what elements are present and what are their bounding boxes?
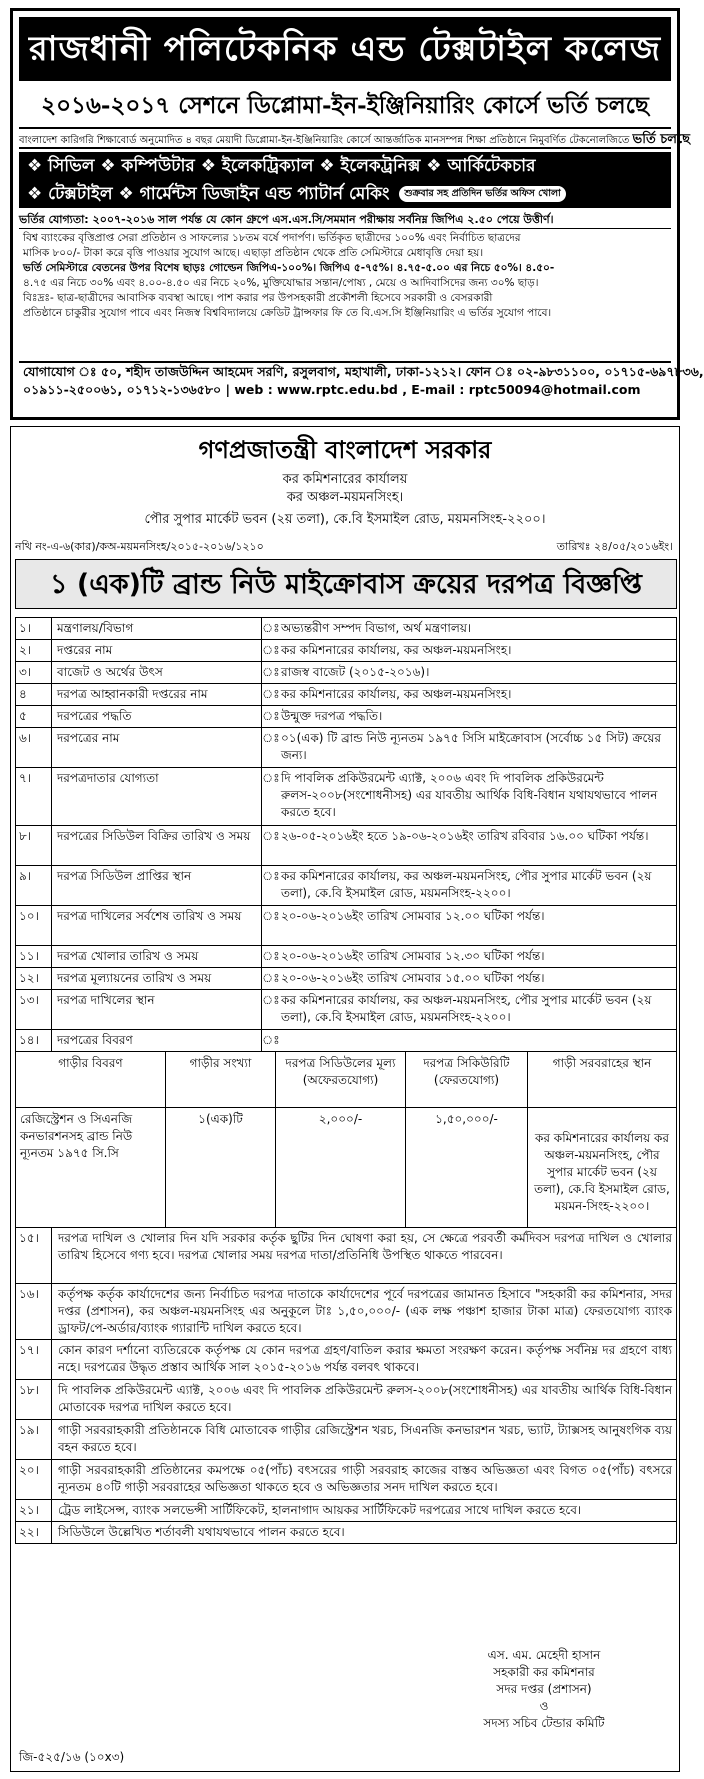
course-row-1: ❖ সিভিল ❖ কম্পিউটার ❖ ইলেকট্রিক্যাল ❖ ইলেকট্রনিক্স ❖ আর্কিটেকচার bbox=[27, 156, 536, 176]
course-electronics: ইলেকট্রনিক্স bbox=[340, 156, 421, 176]
vehicle-description: রেজিস্ট্রেশন ও সিএনজি কনভারশনসহ ব্রান্ড নিউ ন্যূনতম ১৯৭৫ সি.সি bbox=[16, 1108, 166, 1227]
clause-text: দরপত্র দাখিল ও খোলার দিন যদি সরকার কর্তৃক ছুটির দিন ঘোষণা করা হয়, সে ক্ষেত্রে পরবর্তী কর্মদিবস দরপত্র দাখিল ও খোলার তারিখ হিসেবে গণ্য হবে। দরপত্র খোলার সময় দরপত্র দাতা/প্রতিনিধি উপস্থিত থাকতে পারবেন। bbox=[58, 1231, 672, 1262]
clause-row bbox=[15, 1521, 677, 1543]
clause-number: ১৮। bbox=[16, 1380, 52, 1419]
row-label: দরপত্র খোলার তারিখ ও সময় bbox=[52, 946, 262, 967]
row-label: দরপত্র সিডিউল প্রাপ্তির স্থান bbox=[52, 866, 262, 905]
clause-row bbox=[15, 1499, 677, 1521]
vehicle-table-header bbox=[15, 1051, 677, 1107]
table-row: ১২। দরপত্র মূল্যায়নের তারিখ ও সময় ঃ ২০-০৬-২০১৬ইং তারিখ সোমবার ১৫.০০ ঘটিকা পর্যন্ত। bbox=[15, 967, 677, 989]
row-label: দরপত্রের বিবরণ bbox=[52, 1030, 262, 1051]
contact-info bbox=[19, 361, 704, 416]
notice-title: ১ (এক)টি ব্রান্ড নিউ মাইক্রোবাস ক্রয়ের দরপত্র বিজ্ঞপ্তি bbox=[15, 559, 677, 609]
college-admission-ad bbox=[10, 8, 704, 420]
col-header: দরপত্র সিডিউলের মূল্য (অফেরতযোগ্য) bbox=[276, 1052, 406, 1107]
row-value: ২০-০৬-২০১৬ইং তারিখ সোমবার ১৫.০০ ঘটিকা পর্যন্ত। bbox=[281, 971, 545, 985]
table-row: ৩। বাজেট ও অর্থের উৎস ঃ রাজস্ব বাজেট (২০১৫-২০১৬)। bbox=[15, 661, 677, 683]
table-row: ৪ দরপত্র আহ্বানকারী দপ্তরের নাম ঃ কর কমিশনারের কার্যালয়, কর অঞ্চল-ময়মনসিংহ। bbox=[15, 683, 677, 705]
contact-line: যোগাযোগ ঃ ৫০, শহীদ তাজউদ্দিন আহমেদ সরণি, রসুলবাগ, মহাখালী, ঢাকা-১২১২। ফোন ঃ ০২-৯৮৩১১০০, ০১৭১৫-৬৯৭৮৩৬, bbox=[23, 364, 704, 379]
row-number: ৮। bbox=[16, 826, 52, 865]
ad-body-line: বিঃদ্রঃ- ছাত্র-ছাত্রীদের আবাসিক ব্যবস্থা আছে। পাশ করার পর উপসহকারী প্রকৌশলী হিসেবে সরকারী ও বেসরকারী bbox=[23, 292, 493, 304]
table-row: ৫ দরপত্রের পদ্ধতি ঃ উন্মুক্ত দরপত্র পদ্ধতি। bbox=[15, 705, 677, 727]
contact-line: ০১৯১১-২৫০০৬১, ০১৭১২-১৩৬৫৮০ | web : www.rptc.edu.bd , E-mail : rptc50094@hotmail.com bbox=[23, 382, 641, 397]
course-electrical: ইলেকট্রিক্যাল bbox=[221, 156, 314, 176]
clause-row bbox=[15, 1227, 677, 1283]
row-value: ২৬-০৫-২০১৬ইং হতে ১৯-০৬-২০১৬ইং তারিখ রবিবার ১৬.০০ ঘটিকা পর্যন্ত। bbox=[281, 829, 649, 843]
signature-block bbox=[439, 1647, 649, 1732]
tender-notice bbox=[10, 426, 680, 1772]
row-value: ২০-০৬-২০১৬ইং তারিখ সোমবার ১২.৩০ ঘটিকা পর্যন্ত। bbox=[281, 949, 545, 963]
row-value: উন্মুক্ত দরপত্র পদ্ধতি। bbox=[281, 709, 383, 723]
row-number: ১৩। bbox=[16, 990, 52, 1029]
row-value: ০১(এক) টি ব্রান্ড নিউ ন্যূনতম ১৯৭৫ সিসি মাইক্রোবাস (সর্বোচ্চ ১৫ সিট) ক্রয়ের জন্য। bbox=[281, 731, 662, 762]
course-garments: গার্মেন্টস ডিজাইন এন্ড প্যাটার্ন মেকিং bbox=[139, 184, 390, 204]
ad-body-line: প্রতিষ্ঠানে চাকুরীর সুযোগ পাবে এবং নিজস্ব বিশ্ববিদ্যালয়ে ক্রেডিট ট্রান্সফার ফি তে বি.এস.সি ইঞ্জিনিয়ারিং এ ভর্তির সুযোগ পাবে। bbox=[23, 307, 552, 319]
clause-number: ১৯। bbox=[16, 1420, 52, 1459]
clause-text: গাড়ী সরবরাহকারী প্রতিষ্ঠানের কমপক্ষে ০৫(পাঁচ) বৎসরের গাড়ী সরবরাহ কাজের বাস্তব অভিজ্ঞতা এবং বিগত ০৫(পাঁচ) বৎসরে ন্যূনতম ৪০টি গাড়ী সরবরাহের অভিজ্ঞতা থাকতে হবে ও অভিজ্ঞতার সনদ দাখিল করতে হবে। bbox=[58, 1463, 672, 1494]
row-number: ৯। bbox=[16, 866, 52, 905]
table-row: ২। দপ্তরের নাম ঃ কর কমিশনারের কার্যালয়, কর অঞ্চল-ময়মনসিংহ। bbox=[15, 639, 677, 661]
course-computer: কম্পিউটার bbox=[121, 156, 195, 176]
notice-date: তারিখঃ ২৪/০৫/২০১৬ইং। bbox=[556, 540, 673, 553]
col-header: গাড়ী সরবরাহের স্থান bbox=[552, 1056, 652, 1070]
clause-number: ২০। bbox=[16, 1460, 52, 1499]
row-label: দরপত্রের পদ্ধতি bbox=[52, 706, 262, 727]
table-row: ৬। দরপত্রের নাম ঃ ০১(এক) টি ব্রান্ড নিউ ন্যূনতম ১৯৭৫ সিসি মাইক্রোবাস (সর্বোচ্চ ১৫ সিট) ক্রয়ের জন্য। bbox=[15, 727, 677, 767]
course-list bbox=[19, 152, 671, 208]
row-label: দরপত্র দাখিলের সর্বশেষ তারিখ ও সময় bbox=[52, 906, 262, 945]
course-textile: টেক্সটাইল bbox=[48, 184, 113, 204]
row-value: দি পাবলিক প্রকিউরমেন্ট এ্যাক্ট, ২০০৬ এবং দি পাবলিক প্রকিউরমেন্ট রুলস-২০০৮(সংশোধনীসহ) এর যাবতীয় আর্থিক বিধি-বিধান যথাযথভাবে পালন করতে হবে। bbox=[281, 771, 658, 819]
row-value bbox=[276, 1030, 678, 1051]
row-number: ২। bbox=[16, 640, 52, 661]
clause-row bbox=[15, 1459, 677, 1499]
clause-number: ১৭। bbox=[16, 1340, 52, 1379]
row-number: ১। bbox=[16, 618, 52, 639]
row-label: দপ্তরের নাম bbox=[52, 640, 262, 661]
table-row: ১০। দরপত্র দাখিলের সর্বশেষ তারিখ ও সময় ঃ ২০-০৬-২০১৬ইং তারিখ সোমবার ১২.০০ ঘটিকা পর্যন্ত। bbox=[15, 905, 677, 945]
memo-number: নথি নং-এ-৬(কার)/কঅ-ময়মনসিংহ/২০১৫-২০১৬/১২১০ bbox=[15, 540, 264, 553]
row-value: কর কমিশনারের কার্যালয়, কর অঞ্চল-ময়মনসিংহ। bbox=[281, 687, 512, 701]
row-label: দরপত্র আহ্বানকারী দপ্তরের নাম bbox=[52, 684, 262, 705]
ad-body-text bbox=[19, 230, 671, 360]
row-value: অভ্যন্তরীণ সম্পদ বিভাগ, অর্থ মন্ত্রণালয়। bbox=[281, 621, 472, 635]
session-heading: ২০১৬-২০১৭ সেশনে ডিপ্লোমা-ইন-ইঞ্জিনিয়ারিং কোর্সে ভর্তি চলছে bbox=[41, 92, 649, 119]
clause-row bbox=[15, 1379, 677, 1419]
row-label: দরপত্রের সিডিউল বিক্রির তারিখ ও সময় bbox=[52, 826, 262, 865]
row-label: দরপত্র মূল্যায়নের তারিখ ও সময় bbox=[52, 968, 262, 989]
table-bottom-border bbox=[15, 1543, 677, 1544]
row-number: ১১। bbox=[16, 946, 52, 967]
schedule-price: ২,০০০/- bbox=[276, 1108, 406, 1227]
clause-text: দি পাবলিক প্রকিউরমেন্ট এ্যাক্ট, ২০০৬ এবং দি পাবলিক প্রকিউরমেন্ট রুলস-২০০৮(সংশোধনীসহ) এর যাবতীয় আর্থিক বিধি-বিধান মোতাবেক দরপত্র দাখিল করতে হবে। bbox=[58, 1383, 672, 1414]
signatory-role: সদস্য সচিব টেন্ডার কমিটি bbox=[483, 1716, 605, 1730]
row-number: ১৪। bbox=[16, 1030, 52, 1051]
table-row: ১৪। দরপত্রের বিবরণ ঃ bbox=[15, 1029, 677, 1051]
table-row: ৭। দরপত্রদাতার যোগ্যতা ঃ দি পাবলিক প্রকিউরমেন্ট এ্যাক্ট, ২০০৬ এবং দি পাবলিক প্রকিউরমেন্ট রুলস-২০০৮(সংশোধনীসহ) এর যাবতীয় আর্থিক বিধি-বিধান যথাযথভাবে পালন করতে হবে। bbox=[15, 767, 677, 825]
clause-number: ১৫। bbox=[16, 1228, 52, 1283]
table-row: ৮। দরপত্রের সিডিউল বিক্রির তারিখ ও সময় ঃ ২৬-০৫-২০১৬ইং হতে ১৯-০৬-২০১৬ইং তারিখ রবিবার ১৬.০০ ঘটিকা পর্যন্ত। bbox=[15, 825, 677, 865]
intro-emphasis: ভর্তি চলছে bbox=[632, 132, 691, 147]
vehicle-table-row bbox=[15, 1107, 677, 1227]
row-number: ৫ bbox=[16, 706, 52, 727]
admission-intro bbox=[19, 127, 691, 149]
ad-body-line: ৪.৭৫ এর নিচে ৩০% এবং ৪.০০-৪.৫০ এর নিচে ২০%, মুক্তিযোদ্ধার সন্তান/পোষ্য , মেয়ে ও আদিবাসিদের জন্য ৩০% ছাড়। bbox=[23, 277, 539, 289]
row-value: কর কমিশনারের কার্যালয়, কর অঞ্চল-ময়মনসিংহ, পৌর সুপার মার্কেট ভবন (২য় তলা), কে.বি ইসমাইল রোড, ময়মনসিংহ-২২০০। bbox=[281, 869, 652, 900]
col-header: গাড়ীর সংখ্যা bbox=[166, 1052, 276, 1107]
vehicle-count: ১(এক)টি bbox=[166, 1108, 276, 1227]
col-header: দরপত্র সিকিউরিটি (ফেরতযোগ্য) bbox=[406, 1052, 528, 1107]
eligibility-line: ভর্তির যোগ্যতা: ২০০৭-২০১৬ সাল পর্যন্ত যে কোন গ্রুপে এস.এস.সি/সমমান পরীক্ষায় সর্বনিম্ন জিপিএ ২.৫০ পেয়ে উত্তীর্ণ। bbox=[19, 211, 671, 229]
row-value: কর কমিশনারের কার্যালয়, কর অঞ্চল-ময়মনসিংহ, পৌর সুপার মার্কেট ভবন (২য় তলা), কে.বি ইসমাইল রোড, ময়মনসিংহ-২২০০। bbox=[281, 993, 652, 1024]
clause-number: ২২। bbox=[16, 1522, 52, 1543]
row-label: দরপত্রদাতার যোগ্যতা bbox=[52, 768, 262, 825]
intro-text: বাংলাদেশ কারিগরি শিক্ষাবোর্ড অনুমোদিত ৪ বছর মেয়াদী ডিপ্লোমা-ইন-ইঞ্জিনিয়ারিং কোর্সে আন্তর্জাতিক মানসম্পন্ন শিক্ষা প্রতিষ্ঠানে নিমুবর্ণিত টেকনোলজিতে bbox=[19, 135, 630, 146]
clause-row bbox=[15, 1419, 677, 1459]
signatory-and: ও bbox=[539, 1699, 549, 1713]
clause-text: কর্তৃপক্ষ কর্তৃক কার্যাদেশের জন্য নির্বাচিত দরপত্র দাতাকে কার্যাদেশের পূর্বে দরপত্রের জামানত হিসাবে "সহকারী কর কমিশনার, সদর দপ্তর (প্রশাসন), কর অঞ্চল-ময়মনসিংহ এর অনুকূলে টাঃ ১,৫০,০০০/- (এক লক্ষ পঞ্চাশ হাজার টাকা মাত্র) ফেরতযোগ্য ব্যাংক ড্রাফট/পে-অর্ডার/ব্যাংক গ্যারান্টি দাখিল করতে হবে। bbox=[58, 1287, 672, 1335]
signatory-name: এস. এম. মেহেদী হাসান bbox=[487, 1648, 601, 1662]
office-zone: কর অঞ্চল-ময়মনসিংহ। bbox=[286, 490, 404, 505]
clause-row bbox=[15, 1339, 677, 1379]
delivery-place: কর কমিশনারের কার্যালয় কর অঞ্চল-ময়মনসিংহ, পৌর সুপার মার্কেট ভবন (২য় তলা), কে.বি ইসমাইল রোড, ময়মন-সিংহ-২২০০। bbox=[534, 1131, 670, 1213]
row-number: ৪ bbox=[16, 684, 52, 705]
clause-text: ট্রেড লাইসেন্স, ব্যাংক সলভেন্সী সার্টিফিকেট, হালনাগাদ আয়কর সার্টিফিকেট দরপত্রের সাথে দাখিল করতে হবে। bbox=[58, 1503, 582, 1517]
ad-body-line: বিশ্ব ব্যাংকের বৃত্তিপ্রাপ্ত সেরা প্রতিষ্ঠান ও সাফল্যের ১৮তম বর্ষে পদার্পণ। ভর্তিকৃত ছাত্রীদের ১০০% এবং নির্বাচিত ছাত্রদের bbox=[23, 232, 521, 244]
row-value: কর কমিশনারের কার্যালয়, কর অঞ্চল-ময়মনসিংহ। bbox=[281, 643, 512, 657]
g-code: জি-৫২৫/১৬ (১০x৩) bbox=[19, 1750, 125, 1764]
reference-row bbox=[15, 537, 677, 557]
row-value: রাজস্ব বাজেট (২০১৫-২০১৬)। bbox=[281, 665, 430, 679]
signatory-designation: সহকারী কর কমিশনার bbox=[493, 1665, 595, 1679]
row-value: ২০-০৬-২০১৬ইং তারিখ সোমবার ১২.০০ ঘটিকা পর্যন্ত। bbox=[281, 909, 545, 923]
clause-text: গাড়ী সরবরাহকারী প্রতিষ্ঠানকে বিধি মোতাবেক গাড়ীর রেজিস্ট্রেশন খরচ, সিএনজি কনভারশন খরচ, ভ্যাট, ট্যাক্সসহ আনুষংগিক ব্যয় বহন করতে হবে। bbox=[58, 1423, 672, 1454]
row-number: ১০। bbox=[16, 906, 52, 945]
clause-row bbox=[15, 1283, 677, 1339]
office-open-badge: শুক্রবার সহ প্রতিদিন ভর্তির অফিস খোলা bbox=[399, 186, 566, 202]
table-row: ১১। দরপত্র খোলার তারিখ ও সময় ঃ ২০-০৬-২০১৬ইং তারিখ সোমবার ১২.৩০ ঘটিকা পর্যন্ত। bbox=[15, 945, 677, 967]
row-number: ৬। bbox=[16, 728, 52, 767]
clause-text: সিডিউলে উল্লেখিত শর্তাবলী যথাযথভাবে পালন করতে হবে। bbox=[58, 1525, 345, 1539]
course-civil: সিভিল bbox=[48, 156, 95, 176]
ad-body-line: ভর্তি সেমিস্টারে বেতনের উপর বিশেষ ছাড়ঃ গোল্ডেন জিপিএ-১০০%। জিপিএ ৫-৭৫%। ৪.৭৫-৫.০০ এর নিচে ৫০%। ৪.৫০- bbox=[23, 262, 555, 274]
ad-body-line: মাসিক ৮০০/- টাকা করে বৃত্তি পাওয়ার সুযোগ আছে। এছাড়া প্রতিষ্ঠান থেকে প্রতি সেমিস্টারে মেধাবৃত্তি দেয়া হয়। bbox=[23, 247, 484, 259]
row-number: ১২। bbox=[16, 968, 52, 989]
office-address: পৌর সুপার মার্কেট ভবন (২য় তলা), কে.বি ইসমাইল রোড, ময়মনসিংহ-২২০০। bbox=[144, 512, 546, 527]
table-row: ৯। দরপত্র সিডিউল প্রাপ্তির স্থান ঃ কর কমিশনারের কার্যালয়, কর অঞ্চল-ময়মনসিংহ, পৌর সুপার মার্কেট ভবন (২য় তলা), কে.বি ইসমাইল রোড, ময়মনসিংহ-২২০০। bbox=[15, 865, 677, 905]
row-number: ৭। bbox=[16, 768, 52, 825]
table-row: ১। মন্ত্রণালয়/বিভাগ ঃ অভ্যন্তরীণ সম্পদ বিভাগ, অর্থ মন্ত্রণালয়। bbox=[15, 617, 677, 639]
row-label: দরপত্রের নাম bbox=[52, 728, 262, 767]
clause-number: ২১। bbox=[16, 1500, 52, 1521]
office-name: কর কমিশনারের কার্যালয় bbox=[282, 472, 408, 487]
table-row: ১৩। দরপত্র দাখিলের স্থান ঃ কর কমিশনারের কার্যালয়, কর অঞ্চল-ময়মনসিংহ, পৌর সুপার মার্কেট ভবন (২য় তলা), কে.বি ইসমাইল রোড, ময়মনসিংহ-২২০০। bbox=[15, 989, 677, 1029]
row-label: দরপত্র দাখিলের স্থান bbox=[52, 990, 262, 1029]
government-title: গণপ্রজাতন্ত্রী বাংলাদেশ সরকার bbox=[198, 435, 492, 464]
course-architecture: আর্কিটেকচার bbox=[447, 156, 536, 176]
row-number: ৩। bbox=[16, 662, 52, 683]
signatory-office: সদর দপ্তর (প্রশাসন) bbox=[496, 1682, 592, 1696]
tender-security: ১,৫০,০০০/- bbox=[406, 1108, 528, 1227]
clause-text: কোন কারণ দর্শানো ব্যতিরেকে কর্তৃপক্ষ যে কোন দরপত্র গ্রহণ/বাতিল করার ক্ষমতা সংরক্ষণ করেন। কর্তৃপক্ষ সর্বনিম্ন দর গ্রহণে বাধ্য নহে। দরপত্রের উদ্ধৃত প্রস্তাব আর্থিক সাল ২০১৫-২০১৬ পর্যন্ত বলবৎ থাকবে। bbox=[58, 1343, 672, 1374]
row-label: মন্ত্রণালয়/বিভাগ bbox=[52, 618, 262, 639]
col-header: গাড়ীর বিবরণ bbox=[16, 1052, 166, 1107]
college-name: রাজধানী পলিটেকনিক এন্ড টেক্সটাইল কলেজ bbox=[19, 17, 671, 81]
clause-number: ১৬। bbox=[16, 1284, 52, 1339]
row-label: বাজেট ও অর্থের উৎস bbox=[52, 662, 262, 683]
course-row-2: ❖ টেক্সটাইল ❖ গার্মেন্টস ডিজাইন এন্ড প্যাটার্ন মেকিং শুক্রবার সহ প্রতিদিন ভর্তির অফিস খোলা bbox=[27, 180, 671, 208]
